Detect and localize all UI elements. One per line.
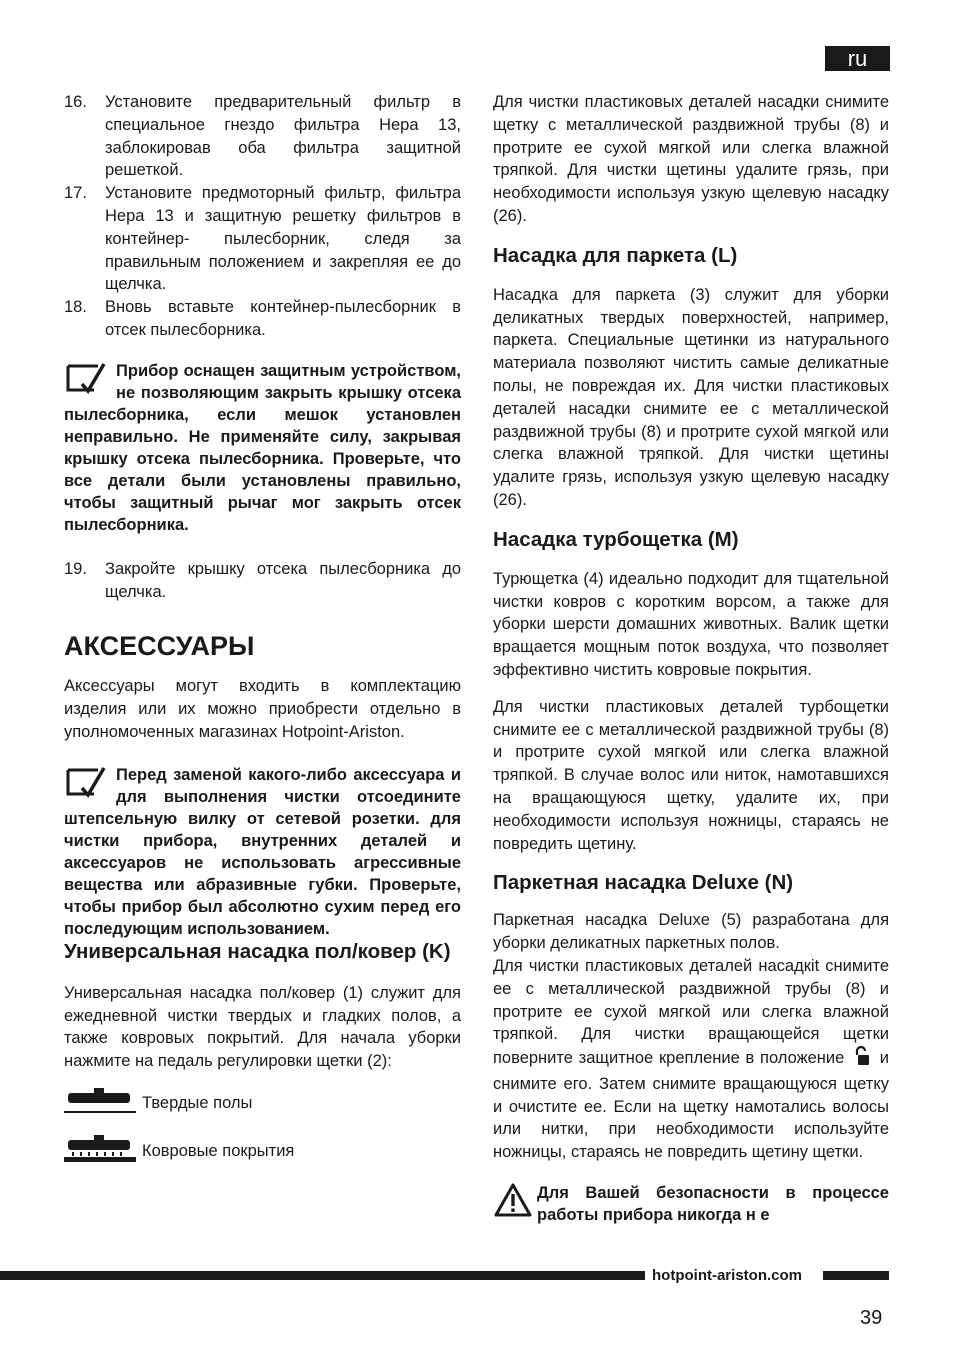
list-item-16 bbox=[64, 91, 461, 182]
list-item-19 bbox=[64, 558, 461, 604]
list-item-18 bbox=[64, 296, 461, 342]
list-number: 16. bbox=[64, 93, 87, 111]
list-text: Установите предварительный фильтр в специальное гнездо фильтра Hepa 13, заблокировав оба фильтра защитной решеткой. bbox=[105, 93, 461, 180]
language-badge: ru bbox=[825, 46, 890, 71]
universal-nozzle-text: Универсальная насадка пол/ковер (1) служит для ежедневной чистки твердых и гладких полов, а также ковровых покрытий. Для начала уборки нажмите на педаль регулировки щетки (2): bbox=[64, 983, 461, 1071]
paragraph: Насадка для паркета (3) служит для уборки деликатных твердых поверхностей, например, паркета. Специальные щетинки из натурального материала позволяют чистить самые деликатные полы, не повреждая их. Для чистки пластиковых деталей насадки снимите ее с металлической раздвижной трубы (8) и протрите сухой мягкой или слегка влажной тряпкой. Для чистки щетины удалите грязь, используя узкую щелевую насадку (26). bbox=[493, 285, 889, 509]
note-check-icon bbox=[64, 764, 112, 800]
turbo-heading: Насадка турбощетка (M) bbox=[493, 527, 739, 551]
left-column bbox=[64, 91, 461, 1169]
footer-rule-left bbox=[0, 1271, 645, 1280]
page-number: 39 bbox=[860, 1307, 883, 1329]
carpet-icon bbox=[64, 1134, 136, 1169]
right-column bbox=[493, 91, 889, 1226]
carpet-label: Ковровые покрытия bbox=[142, 1142, 295, 1161]
paragraph: Для чистки пластиковых деталей насадки снимите щетку с металлической раздвижной трубы (8) и протрите ее сухой мягкой или слегка влажной тряпкой. Для чистки щетины удалите грязь, при необходимости используя узкую щелевую насадку (26). bbox=[493, 93, 889, 225]
parquet-heading: Насадка для паркета (L) bbox=[493, 243, 738, 267]
subsection-heading: Универсальная насадка пол/ковер (K) bbox=[64, 939, 451, 963]
deluxe-heading: Паркетная насадка Deluxe (N) bbox=[493, 871, 794, 895]
hard-floor-label: Твердые полы bbox=[142, 1094, 253, 1113]
paragraph bbox=[493, 955, 889, 1164]
footer-website: hotpoint-ariston.com bbox=[652, 1267, 802, 1284]
list-text: Установите предмоторный фильтр, фильтра Hepa 13 и защитную решетку фильтров в контейнер- пылесборник, следя за правильным положением и закрепляя ее до щелчка. bbox=[105, 184, 461, 294]
list-number: 19. bbox=[64, 559, 87, 578]
paragraph: Для чистки пластиковых деталей турбощетки снимите ее с металлической раздвижной трубы (8) и протрите сухой мягкой или слегка влажной тряпкой. В случае волос или ниток, намотавшихся на вращающуюся щетку, удалите их, при необходимости используя ножницы, стараясь не повредить щетину. bbox=[493, 697, 889, 853]
note-block-1 bbox=[64, 360, 461, 536]
list-item-17 bbox=[64, 182, 461, 296]
section-heading: АКСЕССУАРЫ bbox=[64, 631, 255, 662]
list-text: Закройте крышку отсека пылесборника до щелчка. bbox=[105, 559, 461, 601]
paragraph-part: и снимите его. Затем снимите вращающуюся щетку и очистите ее. Если на щетку намотались волосы или нитки, при необходимости используйте ножницы, стараясь не повредить щетину щетки. bbox=[493, 1049, 890, 1162]
accessories-intro: Аксессуары могут входить в комплектацию изделия или их можно приобрести отдельно в уполномоченных магазинах Hotpoint-Ariston. bbox=[64, 677, 461, 741]
note-check-icon bbox=[64, 360, 112, 396]
unlock-icon bbox=[854, 1046, 870, 1073]
note-block-2 bbox=[64, 764, 461, 940]
carpet-row bbox=[64, 1134, 461, 1169]
paragraph: Турющетка (4) идеально подходит для тщательной чистки ковров с коротким ворсом, а также для уборки шерсти домашних животных. Валик щетки вращается мощным поток воздуха, что позволяет эффективно чистить ковровые покрытия. bbox=[493, 569, 889, 679]
paragraph-part: Для чистки пластиковых деталей насадкit снимите ее с металлической раздвижной трубы (8) и протрите ее сухой мягкой или слегка влажной тряпкой. Для чистки вращающейся щетки поверните защитное крепление в положение bbox=[493, 956, 889, 1068]
paragraph: Паркетная насадка Deluxe (5) разработана для уборки деликатных паркетных полов. bbox=[493, 911, 889, 953]
list-number: 18. bbox=[64, 298, 87, 317]
list-number: 17. bbox=[64, 184, 87, 203]
warning-block bbox=[493, 1182, 889, 1226]
hard-floor-row bbox=[64, 1087, 461, 1120]
warning-text: Для Вашей безопасности в процессе работы прибора никогда н е bbox=[537, 1184, 889, 1225]
warning-icon bbox=[493, 1182, 537, 1226]
footer-rule-right bbox=[823, 1271, 889, 1280]
list-text: Вновь вставьте контейнер-пылесборник в отсек пылесборника. bbox=[105, 298, 461, 339]
note-text: Перед заменой какого-либо аксессуара и для выполнения чистки отсоедините штепсельную вилку от сетевой розетки. для чистки прибора, внутренних деталей и аксессуаров не использовать агрессивные вещества или абразивные губки. Проверьте, чтобы прибор был абсолютно сухим перед его последующим использованием. bbox=[64, 765, 461, 938]
note-text: Прибор оснащен защитным устройством, не позволяющим закрыть крышку отсека пылесборника, если мешок установлен неправильно. Не применяйте силу, закрывая крышку отсека пылесборника. Проверьте, что все детали были установлены правильно, чтобы защитный рычаг мог закрыть отсек пылесборника. bbox=[64, 361, 461, 534]
hard-floor-icon bbox=[64, 1087, 136, 1120]
